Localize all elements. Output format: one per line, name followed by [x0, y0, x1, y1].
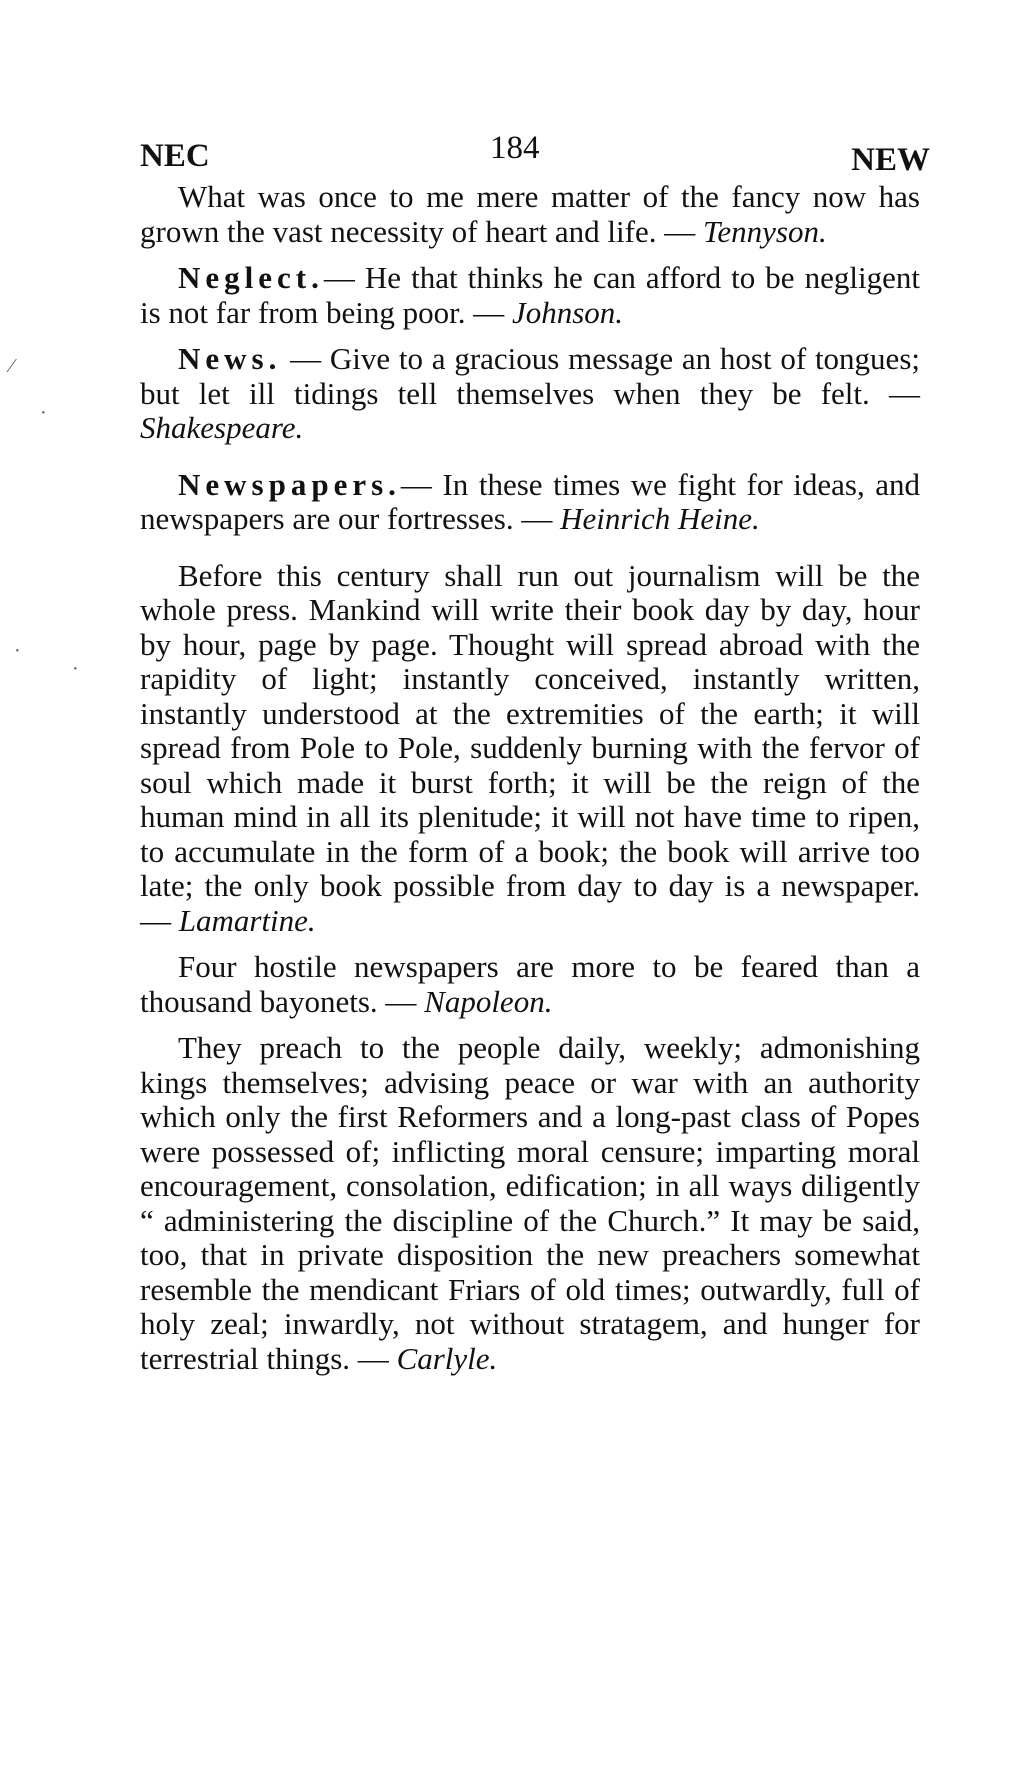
quote-author: Heinrich Heine. — [560, 501, 760, 536]
quote-author: Napoleon. — [424, 983, 553, 1019]
quote-entry — [140, 1031, 920, 1376]
quote-text: Before this century shall run out journalism will be the whole press. Mankind will write their book day by day, hour by hour, page by page. Thought will spread abroad with the rapidity of light; instantly conceived, instantly written, instantly understood at the extremities of the earth; it will spread from Pole to Pole, suddenly burning with the fervor of soul which made it burst forth; it will be the reign of the human mind in all its plenitude; it will not have time to ripen, to accumulate in the form of a book; the book will arrive too late; the only book possible from day to day is a newspaper. — — [140, 557, 920, 938]
quote-author: Johnson. — [511, 294, 624, 330]
quote-entry — [140, 468, 920, 537]
quote-text: Four hostile newspapers are more to be feared than a thousand bayonets. — — [140, 949, 920, 1019]
quote-text: — In these times we fight for ideas, and newspapers are our fortresses. — — [140, 466, 920, 536]
entry-keyword: Neglect. — [178, 260, 324, 295]
quote-text: — Give to a gracious message an host of tongues; but let ill tidings tell themselves when they be felt. — — [140, 341, 920, 411]
quote-entry — [140, 950, 920, 1019]
quote-author: Shakespeare. — [140, 410, 304, 445]
quote-entry — [140, 342, 920, 446]
quote-author: Carlyle. — [396, 1340, 498, 1376]
margin-mark: ⁄ — [10, 355, 14, 377]
quote-text: They preach to the people daily, weekly; admonishing kings themselves; advising peace or war with an authority which only the first Reformers and a long-past class of Popes were possessed of; inflicting moral censure; imparting moral encouragement, consolation, edification; in all ways diligently “ administering the discipline of the Church.” It may be said, too, that in private disposition the new preachers somewhat resemble the mendicant Friars of old times; outwardly, full of holy zeal; inwardly, not without stratagem, and hunger for terrestrial things. — — [140, 1030, 920, 1376]
margin-dot: · — [14, 640, 21, 662]
header-left-guideword: NEC — [140, 138, 210, 174]
quote-text: What was once to me mere matter of the fancy now has grown the vast necessity of heart and life. — — [140, 179, 920, 249]
quote-entry — [140, 559, 920, 939]
quotation-body — [140, 180, 920, 1376]
quote-author: Lamartine. — [178, 902, 316, 938]
running-header — [140, 120, 930, 180]
margin-dot: · — [72, 658, 79, 680]
quote-author: Tennyson. — [703, 213, 827, 249]
book-page — [140, 120, 930, 1388]
margin-dot: · — [40, 402, 47, 424]
entry-keyword: Newspapers. — [178, 466, 401, 502]
quote-entry — [140, 180, 920, 249]
entry-keyword: News. — [178, 341, 282, 376]
quote-entry — [140, 261, 920, 330]
header-right-guideword: NEW — [851, 142, 930, 178]
page-number: 184 — [490, 130, 540, 166]
quote-text: — He that thinks he can afford to be negligent is not far from being poor. — — [140, 260, 920, 330]
